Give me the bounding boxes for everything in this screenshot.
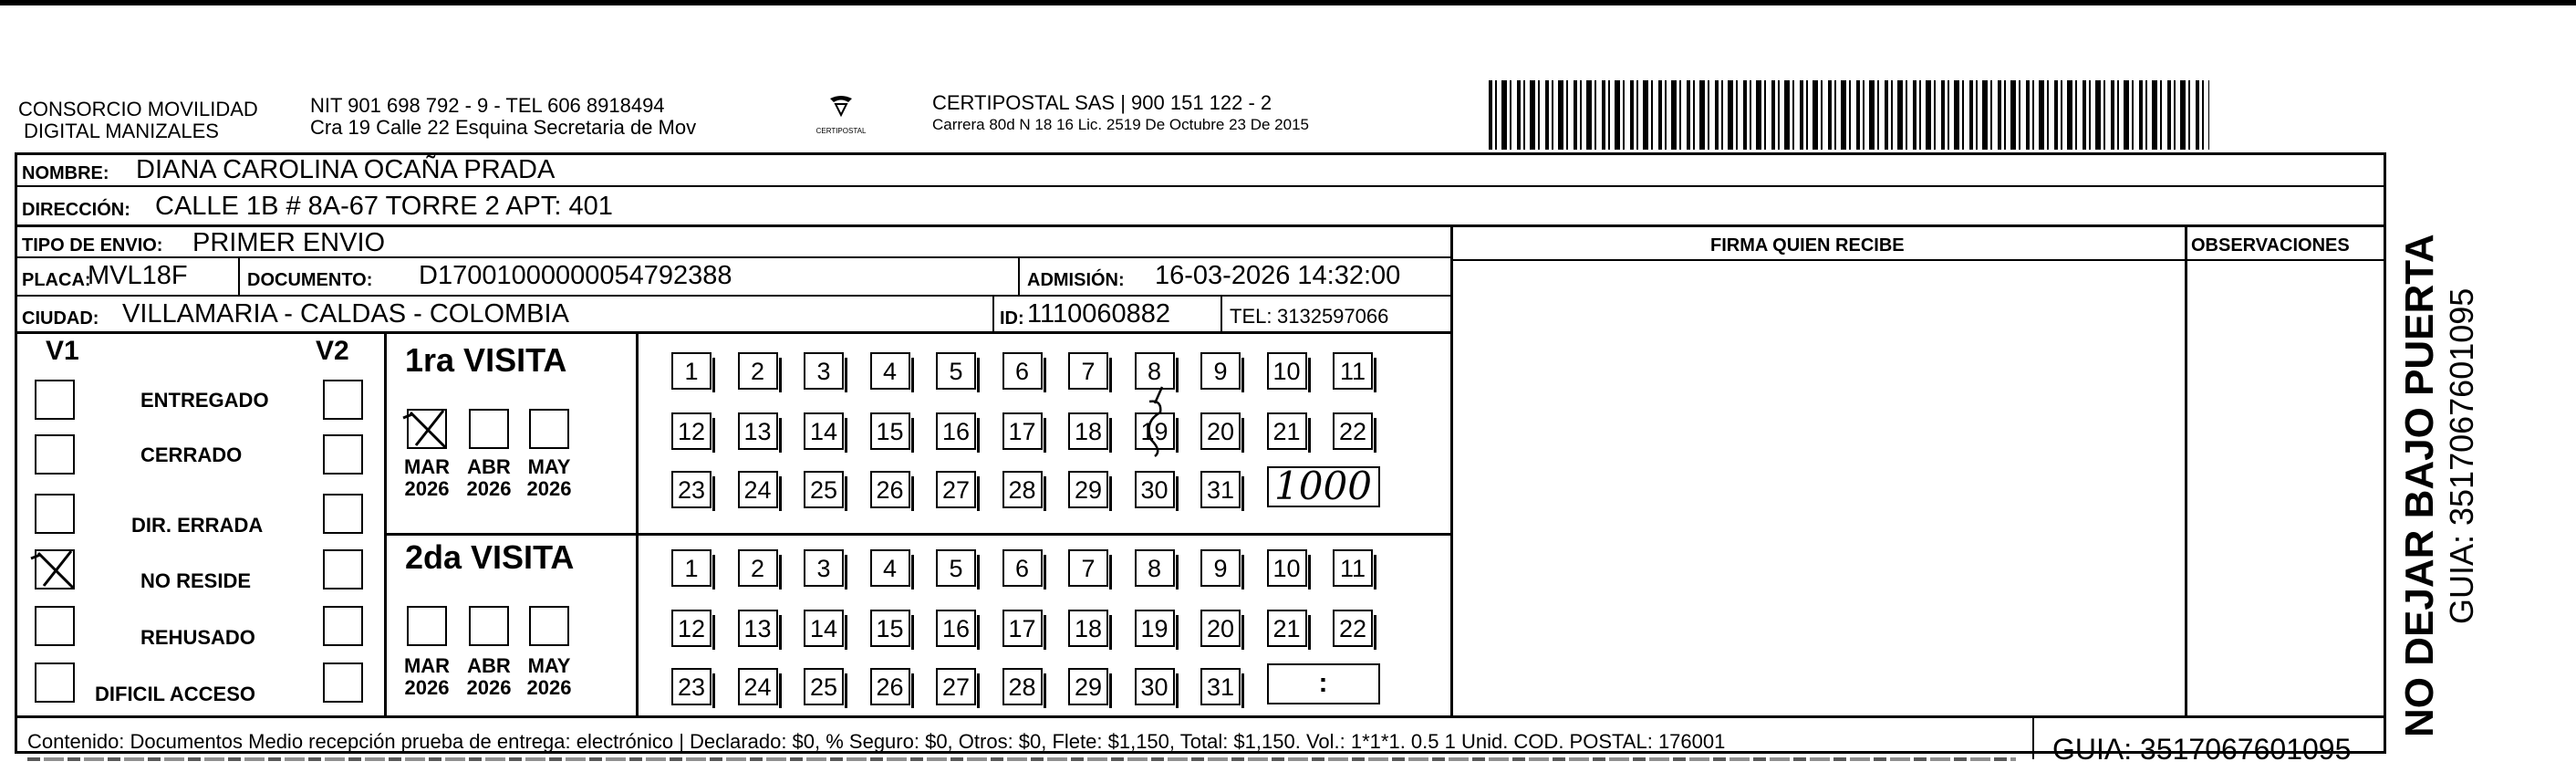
day-box[interactable]: 16	[936, 412, 976, 450]
id-value: 1110060882	[1027, 299, 1170, 329]
day-box[interactable]: 25	[804, 471, 844, 508]
day-box[interactable]: 17	[1002, 412, 1043, 450]
day-box[interactable]: 25	[804, 668, 844, 705]
day-box[interactable]: 12	[671, 610, 712, 647]
day-box[interactable]: 14	[804, 610, 844, 647]
day-box[interactable]: 14	[804, 412, 844, 450]
day-box[interactable]: 11	[1333, 549, 1373, 587]
day-box[interactable]: 9	[1200, 549, 1241, 587]
no-dejar-text: NO DEJAR BAJO PUERTA	[2397, 234, 2442, 737]
v2-checkbox[interactable]	[323, 434, 363, 475]
tel-label: TEL:	[1230, 305, 1272, 328]
month-checkbox[interactable]	[529, 606, 569, 646]
placa-value: MVL18F	[88, 261, 188, 290]
day-box[interactable]: 27	[936, 471, 976, 508]
day-box[interactable]: 3	[804, 352, 844, 390]
month-year: 2026	[466, 477, 512, 500]
day-box[interactable]: 30	[1135, 471, 1175, 508]
v2-checkbox[interactable]	[323, 606, 363, 646]
status-label: REHUSADO	[140, 626, 255, 649]
day-box[interactable]: 12	[671, 412, 712, 450]
courier-line-1: CERTIPOSTAL SAS | 900 151 122 - 2	[932, 91, 1272, 114]
status-column	[15, 334, 387, 715]
day-box[interactable]: 21	[1267, 412, 1307, 450]
v1-checkbox[interactable]	[35, 434, 75, 475]
month-year: 2026	[466, 676, 512, 699]
placa-label: PLACA:	[22, 270, 91, 290]
observaciones-area[interactable]	[2187, 261, 2384, 715]
day-box[interactable]: 13	[738, 412, 778, 450]
row-nombre	[15, 152, 2386, 187]
courier-line-2: Carrera 80d N 18 16 Lic. 2519 De Octubre 23 De 2015	[932, 116, 1309, 133]
tel-value: 3132597066	[1277, 305, 1389, 328]
admision-label: ADMISIÓN:	[1027, 270, 1125, 290]
time-box[interactable]: 1000	[1267, 466, 1380, 507]
v1-checkbox[interactable]	[35, 380, 75, 420]
divider	[992, 297, 994, 331]
courier-info	[932, 91, 1309, 135]
day-box[interactable]: 19	[1135, 412, 1175, 450]
divider	[1018, 258, 1020, 295]
day-box[interactable]: 11	[1333, 352, 1373, 390]
day-box[interactable]: 6	[1002, 352, 1043, 390]
side-guia-text: GUIA: 3517067601095	[2443, 287, 2480, 624]
divider	[15, 715, 2386, 718]
guia-box: GUIA: 3517067601095	[2052, 733, 2352, 766]
day-box[interactable]: 20	[1200, 610, 1241, 647]
time-box[interactable]: :	[1267, 663, 1380, 704]
ciudad-label: CIUDAD:	[22, 308, 99, 329]
status-label: NO RESIDE	[140, 569, 252, 592]
day-box[interactable]: 21	[1267, 610, 1307, 647]
month-name: MAR	[403, 654, 451, 677]
day-box[interactable]: 15	[870, 610, 910, 647]
v1-checkbox[interactable]	[35, 662, 75, 703]
month-year: 2026	[526, 676, 572, 699]
day-box[interactable]: 26	[870, 471, 910, 508]
day-box[interactable]: 10	[1267, 352, 1307, 390]
day-box[interactable]: 2	[738, 352, 778, 390]
day-box[interactable]: 22	[1333, 610, 1373, 647]
day-box[interactable]: 3	[804, 549, 844, 587]
day-box[interactable]: 7	[1068, 352, 1108, 390]
day-box[interactable]: 29	[1068, 471, 1108, 508]
day-box[interactable]: 20	[1200, 412, 1241, 450]
tipo-envio-value: PRIMER ENVIO	[192, 228, 386, 257]
status-label: ENTREGADO	[140, 389, 269, 412]
day-box[interactable]: 7	[1068, 549, 1108, 587]
status-label: DIR. ERRADA	[131, 514, 264, 537]
nit-line: NIT 901 698 792 - 9 - TEL 606 8918494	[310, 94, 665, 117]
status-label: CERRADO	[140, 443, 243, 466]
day-box[interactable]: 24	[738, 668, 778, 705]
month-label	[400, 655, 454, 699]
id-label: ID:	[1000, 308, 1024, 329]
day-box[interactable]: 9	[1200, 352, 1241, 390]
company-name	[18, 99, 258, 142]
direccion-value: CALLE 1B # 8A-67 TORRE 2 APT: 401	[155, 192, 613, 221]
day-box[interactable]: 26	[870, 668, 910, 705]
v2-label: V2	[316, 336, 349, 366]
visits-block	[387, 334, 1450, 715]
day-box[interactable]: 31	[1200, 668, 1241, 705]
direccion-label: DIRECCIÓN:	[22, 200, 130, 220]
month-checkbox[interactable]	[469, 606, 509, 646]
logo-text: CERTIPOSTAL	[815, 127, 867, 135]
visit1-title: 1ra VISITA	[405, 341, 567, 379]
visit2-title: 2da VISITA	[405, 538, 575, 576]
day-box[interactable]: 18	[1068, 610, 1108, 647]
month-label	[522, 655, 576, 699]
month-name: ABR	[467, 455, 511, 478]
day-box[interactable]: 4	[870, 549, 910, 587]
day-box[interactable]: 16	[936, 610, 976, 647]
day-box[interactable]: 2	[738, 549, 778, 587]
month-label	[400, 456, 454, 500]
firma-label: FIRMA QUIEN RECIBE	[1710, 235, 1905, 256]
status-label: DIFICIL ACCESO	[95, 683, 256, 705]
v2-checkbox[interactable]	[323, 549, 363, 589]
certipostal-logo	[814, 95, 868, 146]
day-box[interactable]: 15	[870, 412, 910, 450]
month-year: 2026	[404, 477, 450, 500]
day-box[interactable]: 10	[1267, 549, 1307, 587]
day-box[interactable]: 23	[671, 668, 712, 705]
day-box[interactable]: 8	[1135, 549, 1175, 587]
day-box[interactable]: 1	[671, 352, 712, 390]
top-border	[0, 0, 2576, 5]
observaciones-label: OBSERVACIONES	[2191, 235, 2350, 256]
month-year: 2026	[526, 477, 572, 500]
signature-header	[1450, 227, 2386, 261]
day-box[interactable]: 28	[1002, 668, 1043, 705]
v2-checkbox[interactable]	[323, 662, 363, 703]
day-box[interactable]: 13	[738, 610, 778, 647]
day-box[interactable]: 6	[1002, 549, 1043, 587]
v2-checkbox[interactable]	[323, 494, 363, 534]
day-box[interactable]: 29	[1068, 668, 1108, 705]
day-box[interactable]: 31	[1200, 471, 1241, 508]
day-box[interactable]: 24	[738, 471, 778, 508]
row-tipo-envio	[15, 227, 1450, 258]
month-name: MAY	[527, 654, 571, 677]
day-box[interactable]: 5	[936, 549, 976, 587]
month-label	[462, 456, 516, 500]
day-box[interactable]: 22	[1333, 412, 1373, 450]
row-placa	[15, 258, 1450, 297]
month-checkbox[interactable]	[529, 409, 569, 449]
documento-value: D17001000000054792388	[419, 261, 732, 290]
divider	[2032, 718, 2034, 759]
row-direccion	[15, 187, 2386, 227]
day-box[interactable]: 8	[1135, 352, 1175, 390]
day-box[interactable]: 28	[1002, 471, 1043, 508]
logo-mark-icon	[823, 95, 859, 122]
month-checkbox[interactable]	[407, 409, 447, 449]
day-box[interactable]: 23	[671, 471, 712, 508]
month-checkbox[interactable]	[469, 409, 509, 449]
address-line: Cra 19 Calle 22 Esquina Secretaria de Mov	[310, 116, 697, 139]
nombre-value: DIANA CAROLINA OCAÑA PRADA	[136, 155, 556, 184]
day-box[interactable]: 18	[1068, 412, 1108, 450]
day-box[interactable]: 30	[1135, 668, 1175, 705]
torn-text-strip	[27, 757, 2016, 761]
month-label	[522, 456, 576, 500]
ciudad-value: VILLAMARIA - CALDAS - COLOMBIA	[122, 299, 569, 329]
contenido-text: Contenido: Documentos Medio recepción prueba de entrega: electrónico | Declarado: $0, % Seguro: $0, Otros: $0, Flete: $1,150, Total: $1,150. Vol.: 1*1*1. 0.5 1 Unid. COD. POSTAL: 176001	[27, 730, 1726, 753]
day-box[interactable]: 19	[1135, 610, 1175, 647]
month-name: ABR	[467, 654, 511, 677]
divider	[387, 533, 1450, 536]
v1-checkbox[interactable]	[35, 606, 75, 646]
day-box[interactable]: 1	[671, 549, 712, 587]
day-box[interactable]: 27	[936, 668, 976, 705]
company-contact	[310, 95, 696, 139]
row-ciudad	[15, 297, 1450, 334]
v1-label: V1	[46, 336, 79, 366]
divider	[1220, 297, 1222, 331]
day-box[interactable]: 5	[936, 352, 976, 390]
barcode	[1489, 80, 2209, 150]
divider	[238, 258, 240, 295]
nombre-label: NOMBRE:	[22, 163, 109, 183]
company-line-1: CONSORCIO MOVILIDAD	[18, 98, 258, 120]
month-name: MAR	[403, 455, 451, 478]
signature-area[interactable]	[1453, 261, 2183, 715]
company-line-2: DIGITAL MANIZALES	[24, 120, 219, 142]
v1-checkbox[interactable]	[35, 549, 75, 589]
v2-checkbox[interactable]	[323, 380, 363, 420]
v1-checkbox[interactable]	[35, 494, 75, 534]
admision-value: 16-03-2026 14:32:00	[1155, 261, 1401, 290]
day-box[interactable]: 4	[870, 352, 910, 390]
month-label	[462, 655, 516, 699]
month-checkbox[interactable]	[407, 606, 447, 646]
tipo-envio-label: TIPO DE ENVIO:	[22, 235, 163, 256]
documento-label: DOCUMENTO:	[247, 270, 373, 290]
day-box[interactable]: 17	[1002, 610, 1043, 647]
month-name: MAY	[527, 455, 571, 478]
month-year: 2026	[404, 676, 450, 699]
